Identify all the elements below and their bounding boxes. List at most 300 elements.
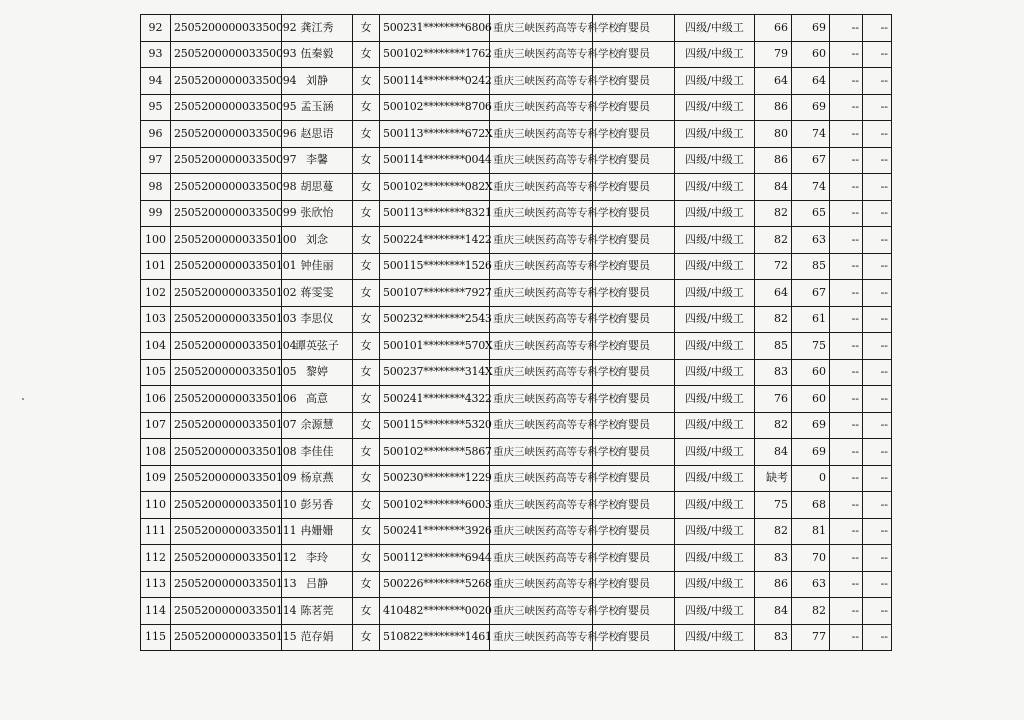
seq-cell: 93 bbox=[141, 41, 171, 68]
extra-score-cell: -- bbox=[830, 174, 863, 201]
occupation-cell: 育婴员 bbox=[593, 439, 675, 466]
ticket-number-cell: 250520000003350106 bbox=[171, 386, 282, 413]
skill-score-cell: 68 bbox=[792, 492, 830, 519]
school-cell: 重庆三峡医药高等专科学校 bbox=[490, 545, 593, 572]
school-cell: 重庆三峡医药高等专科学校 bbox=[490, 412, 593, 439]
school-cell: 重庆三峡医药高等专科学校 bbox=[490, 624, 593, 651]
id-number-cell: 510822********1461 bbox=[380, 624, 490, 651]
skill-score-cell: 69 bbox=[792, 15, 830, 42]
ticket-number-cell: 250520000003350094 bbox=[171, 68, 282, 95]
extra-score-cell: -- bbox=[830, 386, 863, 413]
occupation-cell: 育婴员 bbox=[593, 94, 675, 121]
theory-score-cell: 80 bbox=[755, 121, 792, 148]
ticket-number-cell: 250520000003350115 bbox=[171, 624, 282, 651]
extra-score-cell: -- bbox=[830, 280, 863, 307]
result-cell: -- bbox=[863, 253, 892, 280]
extra-score-cell: -- bbox=[830, 598, 863, 625]
theory-score-cell: 83 bbox=[755, 359, 792, 386]
result-cell: -- bbox=[863, 598, 892, 625]
skill-score-cell: 67 bbox=[792, 280, 830, 307]
theory-score-cell: 86 bbox=[755, 94, 792, 121]
occupation-cell: 育婴员 bbox=[593, 518, 675, 545]
theory-score-cell: 64 bbox=[755, 280, 792, 307]
extra-score-cell: -- bbox=[830, 439, 863, 466]
level-cell: 四级/中级工 bbox=[675, 68, 755, 95]
occupation-cell: 育婴员 bbox=[593, 253, 675, 280]
id-number-cell: 500102********5867 bbox=[380, 439, 490, 466]
table-row bbox=[141, 147, 892, 174]
extra-score-cell: -- bbox=[830, 518, 863, 545]
school-cell: 重庆三峡医药高等专科学校 bbox=[490, 121, 593, 148]
level-cell: 四级/中级工 bbox=[675, 598, 755, 625]
skill-score-cell: 60 bbox=[792, 41, 830, 68]
gender-cell: 女 bbox=[353, 571, 380, 598]
result-cell: -- bbox=[863, 439, 892, 466]
ticket-number-cell: 250520000003350113 bbox=[171, 571, 282, 598]
theory-score-cell: 82 bbox=[755, 227, 792, 254]
seq-cell: 107 bbox=[141, 412, 171, 439]
theory-score-cell: 82 bbox=[755, 518, 792, 545]
table-row bbox=[141, 280, 892, 307]
table-row bbox=[141, 227, 892, 254]
skill-score-cell: 61 bbox=[792, 306, 830, 333]
occupation-cell: 育婴员 bbox=[593, 41, 675, 68]
skill-score-cell: 81 bbox=[792, 518, 830, 545]
level-cell: 四级/中级工 bbox=[675, 121, 755, 148]
school-cell: 重庆三峡医药高等专科学校 bbox=[490, 492, 593, 519]
skill-score-cell: 63 bbox=[792, 571, 830, 598]
level-cell: 四级/中级工 bbox=[675, 492, 755, 519]
level-cell: 四级/中级工 bbox=[675, 200, 755, 227]
result-cell: -- bbox=[863, 518, 892, 545]
theory-score-cell: 85 bbox=[755, 333, 792, 360]
theory-score-cell: 64 bbox=[755, 68, 792, 95]
table-row bbox=[141, 465, 892, 492]
theory-score-cell: 84 bbox=[755, 174, 792, 201]
level-cell: 四级/中级工 bbox=[675, 624, 755, 651]
theory-score-cell: 66 bbox=[755, 15, 792, 42]
skill-score-cell: 60 bbox=[792, 359, 830, 386]
theory-score-cell: 86 bbox=[755, 147, 792, 174]
gender-cell: 女 bbox=[353, 465, 380, 492]
ticket-number-cell: 250520000003350108 bbox=[171, 439, 282, 466]
id-number-cell: 500241********3926 bbox=[380, 518, 490, 545]
table-row bbox=[141, 94, 892, 121]
skill-score-cell: 60 bbox=[792, 386, 830, 413]
table-row bbox=[141, 200, 892, 227]
occupation-cell: 育婴员 bbox=[593, 412, 675, 439]
table-row bbox=[141, 333, 892, 360]
extra-score-cell: -- bbox=[830, 15, 863, 42]
skill-score-cell: 64 bbox=[792, 68, 830, 95]
occupation-cell: 育婴员 bbox=[593, 200, 675, 227]
ticket-number-cell: 250520000003350101 bbox=[171, 253, 282, 280]
table-body bbox=[141, 15, 892, 651]
name-cell: 李佳佳 bbox=[282, 439, 353, 466]
school-cell: 重庆三峡医药高等专科学校 bbox=[490, 174, 593, 201]
ticket-number-cell: 250520000003350099 bbox=[171, 200, 282, 227]
skill-score-cell: 67 bbox=[792, 147, 830, 174]
level-cell: 四级/中级工 bbox=[675, 147, 755, 174]
id-number-cell: 500102********6003 bbox=[380, 492, 490, 519]
name-cell: 钟佳丽 bbox=[282, 253, 353, 280]
id-number-cell: 500102********8706 bbox=[380, 94, 490, 121]
id-number-cell: 500112********6944 bbox=[380, 545, 490, 572]
id-number-cell: 500102********1762 bbox=[380, 41, 490, 68]
ticket-number-cell: 250520000003350103 bbox=[171, 306, 282, 333]
extra-score-cell: -- bbox=[830, 492, 863, 519]
extra-score-cell: -- bbox=[830, 571, 863, 598]
school-cell: 重庆三峡医药高等专科学校 bbox=[490, 439, 593, 466]
extra-score-cell: -- bbox=[830, 359, 863, 386]
level-cell: 四级/中级工 bbox=[675, 439, 755, 466]
name-cell: 李思仪 bbox=[282, 306, 353, 333]
occupation-cell: 育婴员 bbox=[593, 386, 675, 413]
ticket-number-cell: 250520000003350100 bbox=[171, 227, 282, 254]
school-cell: 重庆三峡医药高等专科学校 bbox=[490, 386, 593, 413]
gender-cell: 女 bbox=[353, 333, 380, 360]
exam-results-table bbox=[140, 14, 892, 651]
extra-score-cell: -- bbox=[830, 253, 863, 280]
seq-cell: 115 bbox=[141, 624, 171, 651]
gender-cell: 女 bbox=[353, 41, 380, 68]
ticket-number-cell: 250520000003350093 bbox=[171, 41, 282, 68]
skill-score-cell: 70 bbox=[792, 545, 830, 572]
result-cell: -- bbox=[863, 412, 892, 439]
school-cell: 重庆三峡医药高等专科学校 bbox=[490, 518, 593, 545]
name-cell: 吕静 bbox=[282, 571, 353, 598]
result-cell: -- bbox=[863, 306, 892, 333]
seq-cell: 100 bbox=[141, 227, 171, 254]
school-cell: 重庆三峡医药高等专科学校 bbox=[490, 465, 593, 492]
occupation-cell: 育婴员 bbox=[593, 598, 675, 625]
result-cell: -- bbox=[863, 624, 892, 651]
name-cell: 冉姗姗 bbox=[282, 518, 353, 545]
gender-cell: 女 bbox=[353, 386, 380, 413]
seq-cell: 106 bbox=[141, 386, 171, 413]
seq-cell: 104 bbox=[141, 333, 171, 360]
table-row bbox=[141, 68, 892, 95]
seq-cell: 114 bbox=[141, 598, 171, 625]
id-number-cell: 500101********570X bbox=[380, 333, 490, 360]
table-row bbox=[141, 571, 892, 598]
extra-score-cell: -- bbox=[830, 333, 863, 360]
gender-cell: 女 bbox=[353, 439, 380, 466]
seq-cell: 111 bbox=[141, 518, 171, 545]
ticket-number-cell: 250520000003350096 bbox=[171, 121, 282, 148]
seq-cell: 96 bbox=[141, 121, 171, 148]
result-cell: -- bbox=[863, 147, 892, 174]
occupation-cell: 育婴员 bbox=[593, 359, 675, 386]
level-cell: 四级/中级工 bbox=[675, 333, 755, 360]
occupation-cell: 育婴员 bbox=[593, 147, 675, 174]
gender-cell: 女 bbox=[353, 492, 380, 519]
gender-cell: 女 bbox=[353, 227, 380, 254]
table-row bbox=[141, 253, 892, 280]
seq-cell: 101 bbox=[141, 253, 171, 280]
skill-score-cell: 77 bbox=[792, 624, 830, 651]
skill-score-cell: 69 bbox=[792, 412, 830, 439]
level-cell: 四级/中级工 bbox=[675, 306, 755, 333]
name-cell: 陈茗莞 bbox=[282, 598, 353, 625]
table-row bbox=[141, 174, 892, 201]
ticket-number-cell: 250520000003350102 bbox=[171, 280, 282, 307]
gender-cell: 女 bbox=[353, 121, 380, 148]
seq-cell: 109 bbox=[141, 465, 171, 492]
id-number-cell: 500113********8321 bbox=[380, 200, 490, 227]
table-row bbox=[141, 121, 892, 148]
id-number-cell: 500102********082X bbox=[380, 174, 490, 201]
level-cell: 四级/中级工 bbox=[675, 174, 755, 201]
level-cell: 四级/中级工 bbox=[675, 465, 755, 492]
ticket-number-cell: 250520000003350097 bbox=[171, 147, 282, 174]
ticket-number-cell: 250520000003350095 bbox=[171, 94, 282, 121]
name-cell: 蒋雯雯 bbox=[282, 280, 353, 307]
level-cell: 四级/中级工 bbox=[675, 359, 755, 386]
gender-cell: 女 bbox=[353, 174, 380, 201]
theory-score-cell: 75 bbox=[755, 492, 792, 519]
level-cell: 四级/中级工 bbox=[675, 41, 755, 68]
occupation-cell: 育婴员 bbox=[593, 545, 675, 572]
seq-cell: 92 bbox=[141, 15, 171, 42]
level-cell: 四级/中级工 bbox=[675, 94, 755, 121]
gender-cell: 女 bbox=[353, 253, 380, 280]
seq-cell: 110 bbox=[141, 492, 171, 519]
seq-cell: 108 bbox=[141, 439, 171, 466]
result-cell: -- bbox=[863, 465, 892, 492]
theory-score-cell: 82 bbox=[755, 306, 792, 333]
name-cell: 黎婷 bbox=[282, 359, 353, 386]
theory-score-cell: 82 bbox=[755, 200, 792, 227]
table-row bbox=[141, 598, 892, 625]
result-cell: -- bbox=[863, 15, 892, 42]
table-row bbox=[141, 15, 892, 42]
ticket-number-cell: 250520000003350098 bbox=[171, 174, 282, 201]
school-cell: 重庆三峡医药高等专科学校 bbox=[490, 94, 593, 121]
school-cell: 重庆三峡医药高等专科学校 bbox=[490, 68, 593, 95]
gender-cell: 女 bbox=[353, 200, 380, 227]
result-cell: -- bbox=[863, 200, 892, 227]
gender-cell: 女 bbox=[353, 68, 380, 95]
result-cell: -- bbox=[863, 359, 892, 386]
gender-cell: 女 bbox=[353, 412, 380, 439]
id-number-cell: 500114********0242 bbox=[380, 68, 490, 95]
school-cell: 重庆三峡医药高等专科学校 bbox=[490, 333, 593, 360]
level-cell: 四级/中级工 bbox=[675, 571, 755, 598]
id-number-cell: 410482********0020 bbox=[380, 598, 490, 625]
skill-score-cell: 0 bbox=[792, 465, 830, 492]
result-cell: -- bbox=[863, 545, 892, 572]
table-row bbox=[141, 492, 892, 519]
ticket-number-cell: 250520000003350104 bbox=[171, 333, 282, 360]
level-cell: 四级/中级工 bbox=[675, 545, 755, 572]
extra-score-cell: -- bbox=[830, 121, 863, 148]
extra-score-cell: -- bbox=[830, 227, 863, 254]
skill-score-cell: 63 bbox=[792, 227, 830, 254]
gender-cell: 女 bbox=[353, 624, 380, 651]
name-cell: 谭英弦子 bbox=[282, 333, 353, 360]
ticket-number-cell: 250520000003350107 bbox=[171, 412, 282, 439]
result-cell: -- bbox=[863, 94, 892, 121]
seq-cell: 95 bbox=[141, 94, 171, 121]
school-cell: 重庆三峡医药高等专科学校 bbox=[490, 41, 593, 68]
gender-cell: 女 bbox=[353, 545, 380, 572]
theory-score-cell: 86 bbox=[755, 571, 792, 598]
result-cell: -- bbox=[863, 121, 892, 148]
skill-score-cell: 65 bbox=[792, 200, 830, 227]
name-cell: 刘静 bbox=[282, 68, 353, 95]
table-row bbox=[141, 545, 892, 572]
skill-score-cell: 85 bbox=[792, 253, 830, 280]
table-row bbox=[141, 306, 892, 333]
ticket-number-cell: 250520000003350111 bbox=[171, 518, 282, 545]
theory-score-cell: 82 bbox=[755, 412, 792, 439]
gender-cell: 女 bbox=[353, 15, 380, 42]
extra-score-cell: -- bbox=[830, 147, 863, 174]
occupation-cell: 育婴员 bbox=[593, 15, 675, 42]
school-cell: 重庆三峡医药高等专科学校 bbox=[490, 359, 593, 386]
table-row bbox=[141, 359, 892, 386]
ticket-number-cell: 250520000003350110 bbox=[171, 492, 282, 519]
id-number-cell: 500107********7927 bbox=[380, 280, 490, 307]
name-cell: 李玲 bbox=[282, 545, 353, 572]
seq-cell: 99 bbox=[141, 200, 171, 227]
seq-cell: 94 bbox=[141, 68, 171, 95]
extra-score-cell: -- bbox=[830, 545, 863, 572]
theory-score-cell: 83 bbox=[755, 624, 792, 651]
level-cell: 四级/中级工 bbox=[675, 412, 755, 439]
gender-cell: 女 bbox=[353, 518, 380, 545]
name-cell: 杨京燕 bbox=[282, 465, 353, 492]
name-cell: 高意 bbox=[282, 386, 353, 413]
id-number-cell: 500241********4322 bbox=[380, 386, 490, 413]
seq-cell: 113 bbox=[141, 571, 171, 598]
level-cell: 四级/中级工 bbox=[675, 386, 755, 413]
occupation-cell: 育婴员 bbox=[593, 465, 675, 492]
theory-score-cell: 84 bbox=[755, 598, 792, 625]
occupation-cell: 育婴员 bbox=[593, 121, 675, 148]
id-number-cell: 500231********6806 bbox=[380, 15, 490, 42]
occupation-cell: 育婴员 bbox=[593, 624, 675, 651]
id-number-cell: 500115********1526 bbox=[380, 253, 490, 280]
level-cell: 四级/中级工 bbox=[675, 518, 755, 545]
school-cell: 重庆三峡医药高等专科学校 bbox=[490, 253, 593, 280]
ticket-number-cell: 250520000003350114 bbox=[171, 598, 282, 625]
id-number-cell: 500224********1422 bbox=[380, 227, 490, 254]
name-cell: 张欣怡 bbox=[282, 200, 353, 227]
name-cell: 赵思语 bbox=[282, 121, 353, 148]
gender-cell: 女 bbox=[353, 94, 380, 121]
id-number-cell: 500237********314X bbox=[380, 359, 490, 386]
skill-score-cell: 74 bbox=[792, 174, 830, 201]
seq-cell: 102 bbox=[141, 280, 171, 307]
seq-cell: 105 bbox=[141, 359, 171, 386]
school-cell: 重庆三峡医药高等专科学校 bbox=[490, 147, 593, 174]
occupation-cell: 育婴员 bbox=[593, 227, 675, 254]
ticket-number-cell: 250520000003350112 bbox=[171, 545, 282, 572]
skill-score-cell: 75 bbox=[792, 333, 830, 360]
id-number-cell: 500232********2543 bbox=[380, 306, 490, 333]
seq-cell: 97 bbox=[141, 147, 171, 174]
extra-score-cell: -- bbox=[830, 306, 863, 333]
name-cell: 孟玉涵 bbox=[282, 94, 353, 121]
school-cell: 重庆三峡医药高等专科学校 bbox=[490, 598, 593, 625]
name-cell: 范存娟 bbox=[282, 624, 353, 651]
seq-cell: 98 bbox=[141, 174, 171, 201]
extra-score-cell: -- bbox=[830, 41, 863, 68]
table-row bbox=[141, 518, 892, 545]
school-cell: 重庆三峡医药高等专科学校 bbox=[490, 571, 593, 598]
id-number-cell: 500226********5268 bbox=[380, 571, 490, 598]
result-cell: -- bbox=[863, 333, 892, 360]
result-cell: -- bbox=[863, 41, 892, 68]
gender-cell: 女 bbox=[353, 359, 380, 386]
result-cell: -- bbox=[863, 386, 892, 413]
skill-score-cell: 74 bbox=[792, 121, 830, 148]
result-cell: -- bbox=[863, 174, 892, 201]
level-cell: 四级/中级工 bbox=[675, 253, 755, 280]
name-cell: 李馨 bbox=[282, 147, 353, 174]
result-cell: -- bbox=[863, 571, 892, 598]
occupation-cell: 育婴员 bbox=[593, 174, 675, 201]
school-cell: 重庆三峡医药高等专科学校 bbox=[490, 280, 593, 307]
name-cell: 伍秦毅 bbox=[282, 41, 353, 68]
id-number-cell: 500115********5320 bbox=[380, 412, 490, 439]
school-cell: 重庆三峡医药高等专科学校 bbox=[490, 15, 593, 42]
id-number-cell: 500113********672X bbox=[380, 121, 490, 148]
table-row bbox=[141, 386, 892, 413]
gender-cell: 女 bbox=[353, 598, 380, 625]
theory-score-cell: 缺考 bbox=[755, 465, 792, 492]
theory-score-cell: 83 bbox=[755, 545, 792, 572]
extra-score-cell: -- bbox=[830, 200, 863, 227]
ticket-number-cell: 250520000003350105 bbox=[171, 359, 282, 386]
table-row bbox=[141, 41, 892, 68]
occupation-cell: 育婴员 bbox=[593, 333, 675, 360]
result-cell: -- bbox=[863, 68, 892, 95]
name-cell: 彭另香 bbox=[282, 492, 353, 519]
ticket-number-cell: 250520000003350092 bbox=[171, 15, 282, 42]
seq-cell: 103 bbox=[141, 306, 171, 333]
table-row bbox=[141, 624, 892, 651]
theory-score-cell: 76 bbox=[755, 386, 792, 413]
occupation-cell: 育婴员 bbox=[593, 306, 675, 333]
id-number-cell: 500114********0044 bbox=[380, 147, 490, 174]
extra-score-cell: -- bbox=[830, 624, 863, 651]
id-number-cell: 500230********1229 bbox=[380, 465, 490, 492]
result-cell: -- bbox=[863, 280, 892, 307]
theory-score-cell: 79 bbox=[755, 41, 792, 68]
level-cell: 四级/中级工 bbox=[675, 15, 755, 42]
gender-cell: 女 bbox=[353, 147, 380, 174]
scan-speck bbox=[22, 398, 24, 400]
extra-score-cell: -- bbox=[830, 412, 863, 439]
extra-score-cell: -- bbox=[830, 94, 863, 121]
occupation-cell: 育婴员 bbox=[593, 280, 675, 307]
school-cell: 重庆三峡医药高等专科学校 bbox=[490, 200, 593, 227]
occupation-cell: 育婴员 bbox=[593, 492, 675, 519]
name-cell: 刘念 bbox=[282, 227, 353, 254]
result-cell: -- bbox=[863, 227, 892, 254]
ticket-number-cell: 250520000003350109 bbox=[171, 465, 282, 492]
occupation-cell: 育婴员 bbox=[593, 68, 675, 95]
gender-cell: 女 bbox=[353, 306, 380, 333]
extra-score-cell: -- bbox=[830, 68, 863, 95]
skill-score-cell: 82 bbox=[792, 598, 830, 625]
skill-score-cell: 69 bbox=[792, 439, 830, 466]
occupation-cell: 育婴员 bbox=[593, 571, 675, 598]
theory-score-cell: 84 bbox=[755, 439, 792, 466]
